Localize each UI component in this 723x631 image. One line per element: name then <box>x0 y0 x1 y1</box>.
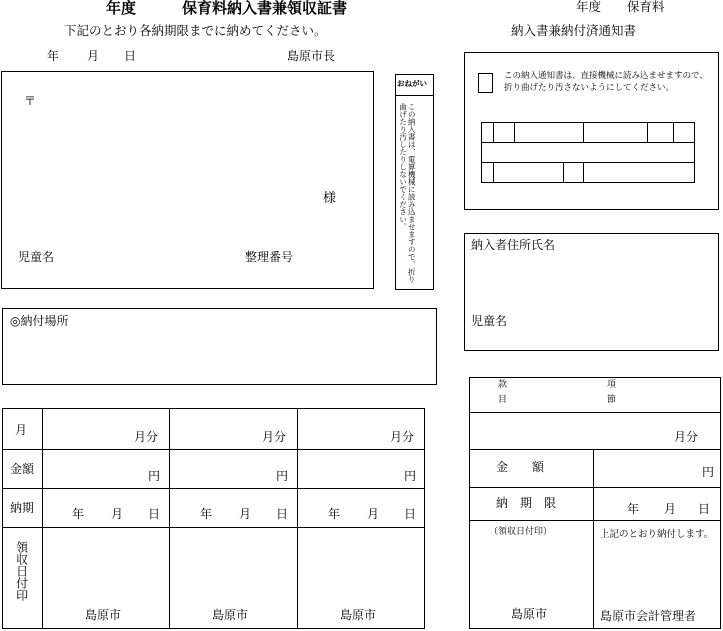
reference-number-label: 整理番号 <box>245 250 294 264</box>
issue-date-day: 日 <box>124 49 137 63</box>
right-due-month: 月 <box>664 502 677 516</box>
row-label-amount: 金額 <box>10 462 35 476</box>
treasurer: 島原市会計管理者 <box>600 609 697 623</box>
col3-due-year: 年 <box>328 507 341 521</box>
right-due-label: 納 期 限 <box>496 496 557 510</box>
postal-mark: 〒 <box>24 94 37 108</box>
col2-yen-unit: 円 <box>276 469 289 483</box>
moku-label: 目 <box>498 395 508 405</box>
ocr-checkbox <box>478 73 493 93</box>
right-title-year: 年度 <box>576 0 602 14</box>
form-subtitle: 下記のとおり各納期限までに納めてください。 <box>64 23 327 38</box>
payer-label: 納入者住所氏名 <box>471 238 556 252</box>
col2-due-day: 日 <box>276 507 289 521</box>
right-title-fee: 保育料 <box>627 0 665 14</box>
col3-due-month: 月 <box>367 507 380 521</box>
paid-note: 上記のとおり納付します。 <box>600 529 714 540</box>
col1-city: 島原市 <box>85 608 122 622</box>
issuer-name: 島原市長 <box>287 49 336 63</box>
honorific: 様 <box>323 191 337 206</box>
payment-table <box>2 408 425 629</box>
issue-date-year: 年 <box>47 49 60 63</box>
col1-due-month: 月 <box>111 507 124 521</box>
payment-place-label: ◎納付場所 <box>10 314 69 328</box>
kou-label: 項 <box>607 380 617 390</box>
row-label-receipt: 領収日付印 <box>14 541 29 601</box>
right-yen-unit: 円 <box>702 465 715 479</box>
right-month-unit: 月分 <box>674 430 699 444</box>
form-title: 保育料納入書兼領収証書 <box>182 0 348 17</box>
right-child-label: 児童名 <box>471 314 508 328</box>
notice-header: おねがい <box>397 79 427 88</box>
receipt-stamp-label: （領収日付印） <box>489 527 553 537</box>
kan-label: 款 <box>498 380 508 390</box>
notice-text: この納入書は、電算機械に読み込ませますので、折り曲げたり汚したりしないでください。 <box>398 103 417 283</box>
address-box <box>1 71 374 289</box>
child-name-label: 児童名 <box>18 250 55 264</box>
ocr-notice: この納入通知書は、直接機械に読み込ませますので、折り曲げたり汚さないようにしてください。 <box>504 71 708 93</box>
right-due-year: 年 <box>627 502 640 516</box>
col2-month-unit: 月分 <box>262 430 287 444</box>
right-amount-label: 金 額 <box>496 460 545 474</box>
row-label-month: 月 <box>15 423 28 437</box>
title-year: 年度 <box>106 0 137 17</box>
issue-date-month: 月 <box>87 49 100 63</box>
col2-due-year: 年 <box>200 507 213 521</box>
col3-city: 島原市 <box>340 608 377 622</box>
right-title-sub: 納入書兼納付済通知書 <box>511 23 637 38</box>
right-due-day: 日 <box>698 502 711 516</box>
col3-month-unit: 月分 <box>390 430 415 444</box>
col2-city: 島原市 <box>212 608 249 622</box>
col3-yen-unit: 円 <box>404 469 417 483</box>
setsu-label: 節 <box>607 395 617 405</box>
col2-due-month: 月 <box>239 507 252 521</box>
col1-yen-unit: 円 <box>148 469 161 483</box>
right-city: 島原市 <box>511 607 548 621</box>
col3-due-day: 日 <box>404 507 417 521</box>
col1-due-year: 年 <box>72 507 85 521</box>
col1-month-unit: 月分 <box>134 430 159 444</box>
col1-due-day: 日 <box>148 507 161 521</box>
row-label-due: 納期 <box>10 501 35 515</box>
